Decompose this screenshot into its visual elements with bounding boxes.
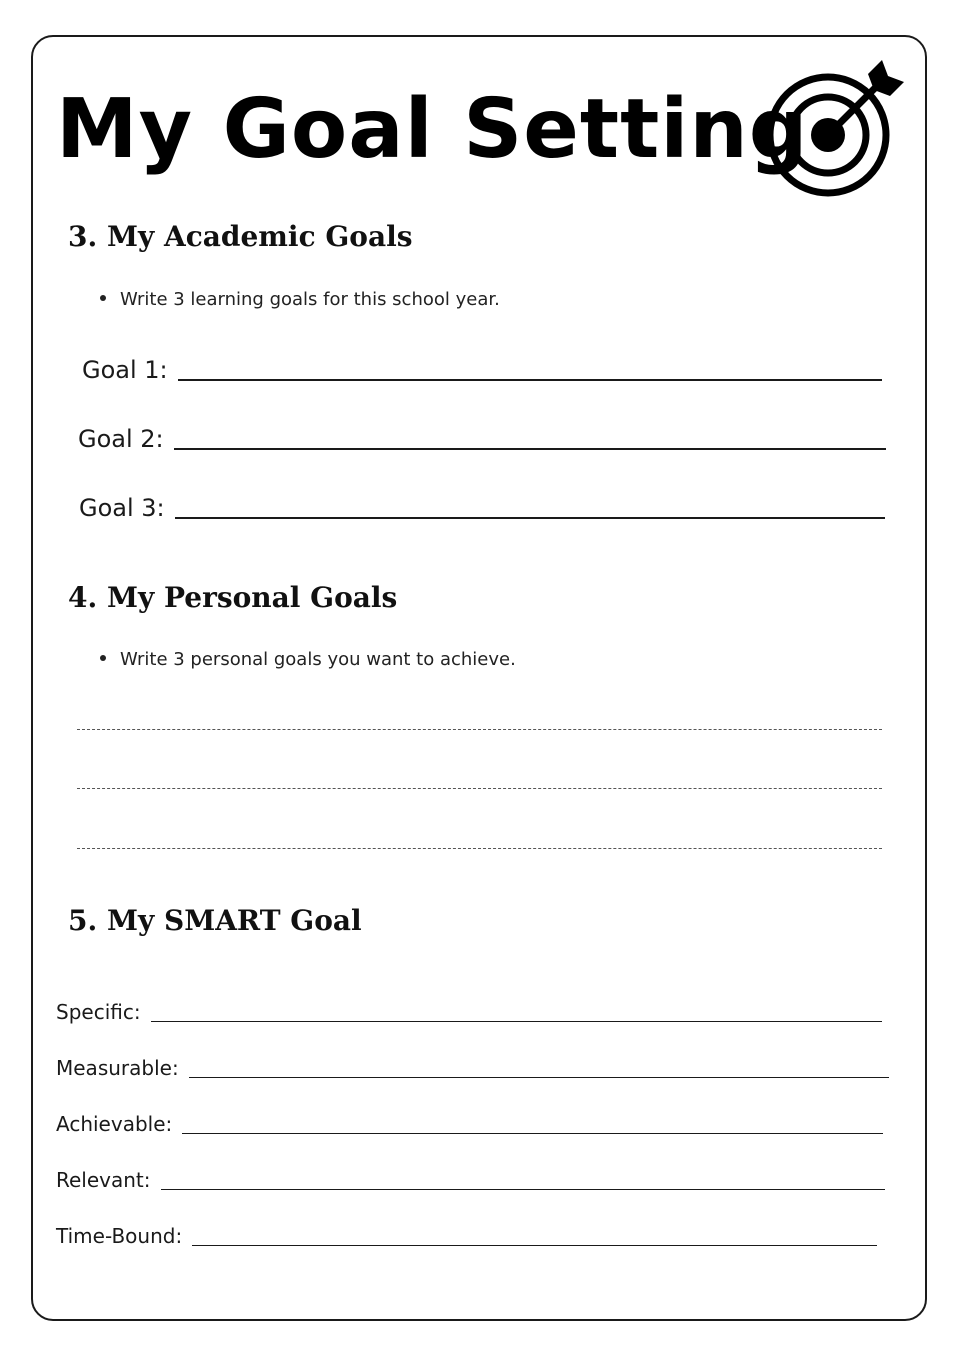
personal-goals-heading: 4. My Personal Goals xyxy=(68,581,398,614)
specific-input-line[interactable] xyxy=(151,1021,882,1022)
goal-2-label: Goal 2: xyxy=(78,425,164,453)
goal-3-field[interactable] xyxy=(79,493,885,523)
academic-goals-heading: 3. My Academic Goals xyxy=(68,220,413,253)
achievable-input-line[interactable] xyxy=(182,1133,883,1134)
personal-goal-line-3[interactable] xyxy=(77,848,882,849)
relevant-field[interactable] xyxy=(56,1167,885,1193)
personal-goal-line-2[interactable] xyxy=(77,788,882,789)
goal-1-input-line[interactable] xyxy=(178,379,882,381)
measurable-input-line[interactable] xyxy=(189,1077,889,1078)
instruction-text: Write 3 personal goals you want to achieve. xyxy=(120,649,516,670)
time-bound-field[interactable] xyxy=(56,1223,877,1249)
goal-2-field[interactable] xyxy=(78,424,886,454)
time-bound-label: Time-Bound: xyxy=(56,1224,183,1248)
specific-label: Specific: xyxy=(56,1000,141,1024)
goal-1-field[interactable] xyxy=(82,355,882,385)
personal-goal-line-1[interactable] xyxy=(77,729,882,730)
target-with-arrow-icon xyxy=(764,58,906,200)
achievable-field[interactable] xyxy=(56,1111,883,1137)
goal-3-input-line[interactable] xyxy=(175,517,885,519)
achievable-label: Achievable: xyxy=(56,1112,173,1136)
smart-goal-heading: 5. My SMART Goal xyxy=(68,904,362,937)
instruction-text: Write 3 learning goals for this school year. xyxy=(120,289,500,310)
goal-2-input-line[interactable] xyxy=(174,448,886,450)
measurable-label: Measurable: xyxy=(56,1056,179,1080)
academic-goals-instruction xyxy=(100,288,500,312)
goal-1-label: Goal 1: xyxy=(82,356,168,384)
page-title: My Goal Setting xyxy=(56,82,809,177)
measurable-field[interactable] xyxy=(56,1055,889,1081)
bullet-dot xyxy=(100,295,106,301)
relevant-label: Relevant: xyxy=(56,1168,151,1192)
personal-goals-instruction xyxy=(100,648,516,672)
specific-field[interactable] xyxy=(56,999,882,1025)
relevant-input-line[interactable] xyxy=(161,1189,885,1190)
bullet-dot xyxy=(100,655,106,661)
goal-3-label: Goal 3: xyxy=(79,494,165,522)
time-bound-input-line[interactable] xyxy=(192,1245,877,1246)
